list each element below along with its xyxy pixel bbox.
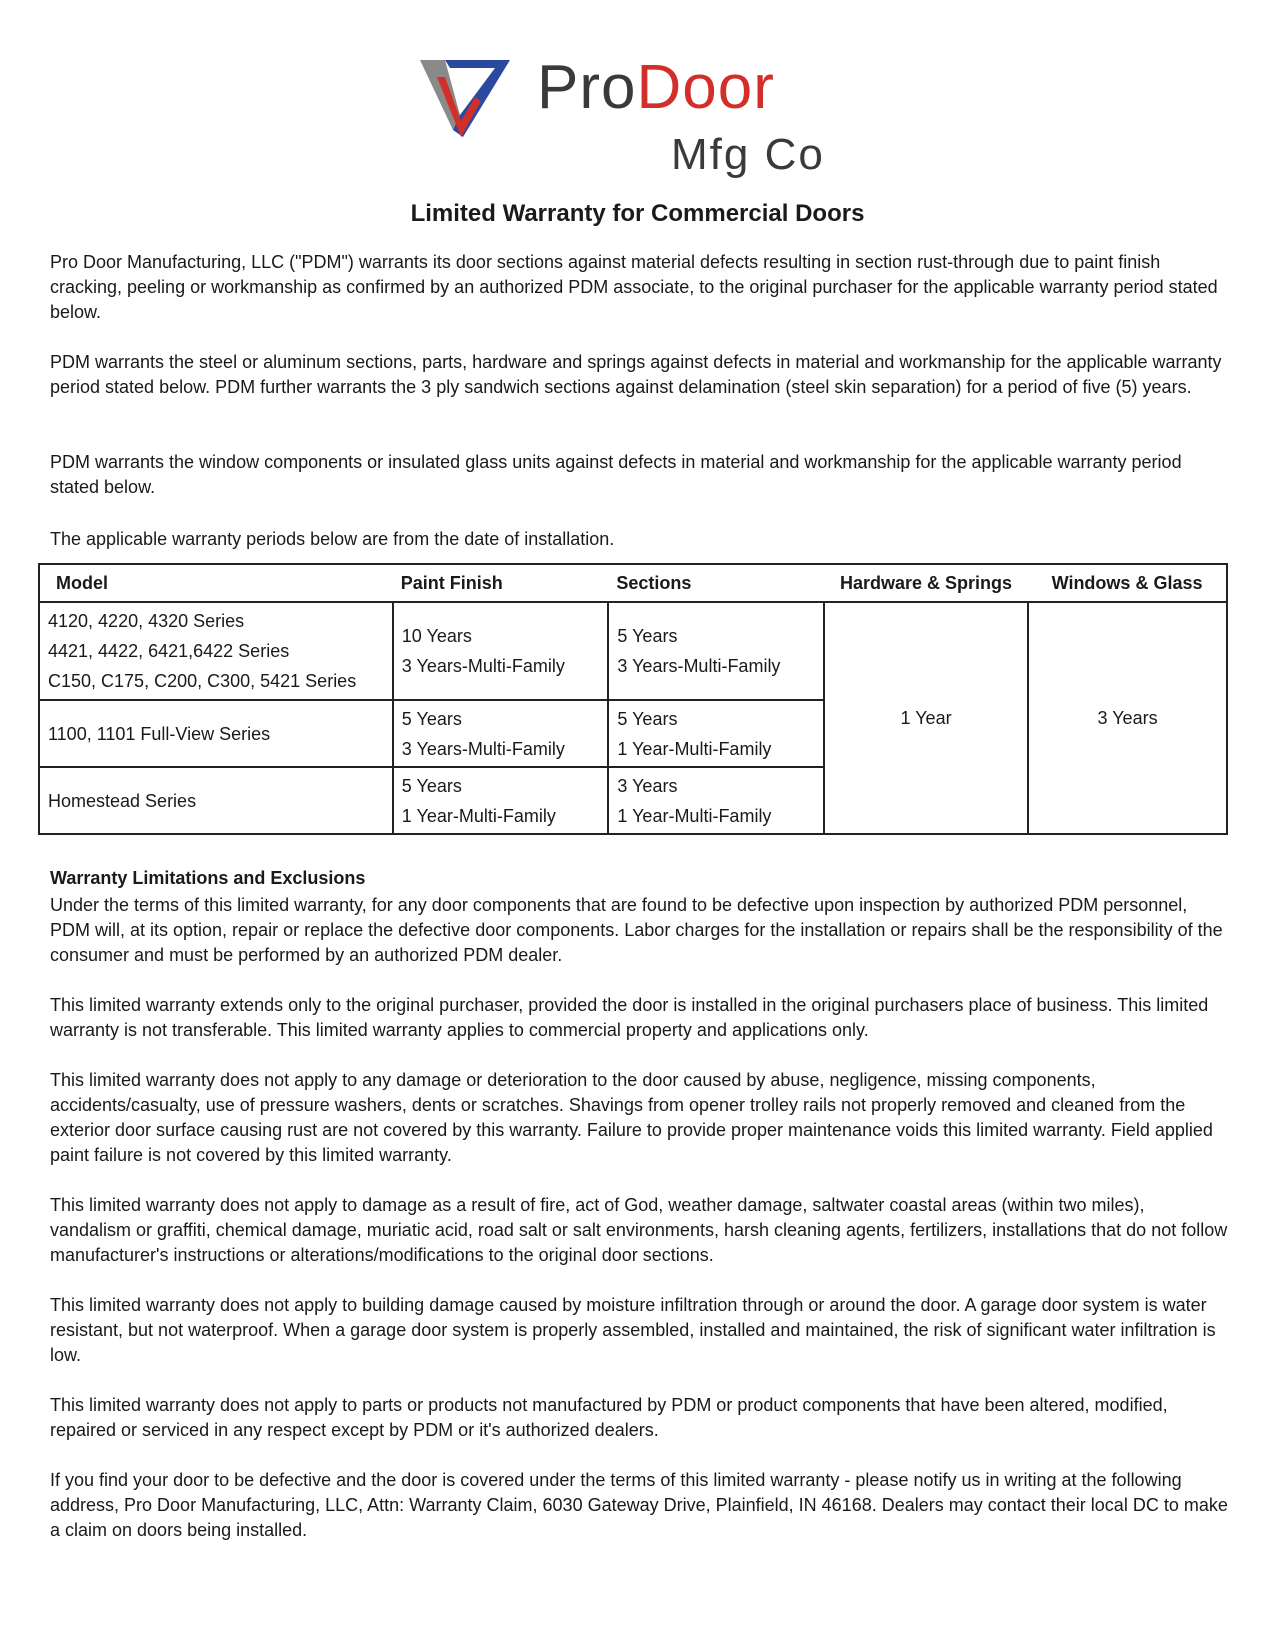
windows-glass-cell: 3 Years (1028, 602, 1227, 834)
document-title: Limited Warranty for Commercial Doors (410, 200, 865, 227)
hardware-springs-cell: 1 Year (824, 602, 1028, 834)
model-cell (39, 602, 393, 700)
intro-paragraph-2: PDM warrants the steel or aluminum sections, parts, hardware and springs against defects in material and workmanship for the applicable warranty period stated below. PDM further warrants the 3 ply sandwich sections against delamination (steel skin separation) for a period of five (5) years. (50, 352, 1222, 397)
sections-cell (608, 700, 824, 767)
paint-finish-line: 10 Years (401, 626, 472, 646)
header-windows-glass: Windows & Glass (1028, 564, 1227, 602)
header-model: Model (39, 564, 393, 602)
brand-door: Door (636, 53, 775, 122)
limitations-paragraph-4: This limited warranty does not apply to damage as a result of fire, act of God, weather damage, saltwater coastal areas (within two miles), vandalism or graffiti, chemical damage, muriatic acid, road salt or salt environments, harsh cleaning agents, fertilizers, installations that do not follow manufacturer's instructions or alterations/modifications to the original door sections. (50, 1195, 1228, 1265)
paint-finish-line: 5 Years (401, 775, 462, 796)
logo-triangle-icon (415, 55, 535, 145)
intro-paragraph-1: Pro Door Manufacturing, LLC ("PDM") warrants its door sections against material defects resulting in section rust-through due to paint finish cracking, peeling or workmanship as confirmed by an authorized PDM associate, to the original purchaser for the applicable warranty period stated below. (50, 252, 1218, 322)
model-line: 4120, 4220, 4320 Series (48, 611, 245, 631)
model-line: Homestead Series (48, 790, 197, 811)
limitations-paragraph-1: Under the terms of this limited warranty, for any door components that are found to be defective upon inspection by authorized PDM personnel, PDM will, at its option, repair or replace the defective door components. Labor charges for the installation or repairs shall be the responsibility of the consumer and must be performed by an authorized PDM dealer. (50, 895, 1223, 965)
paint-finish-line: 3 Years-Multi-Family (401, 656, 565, 676)
paint-finish-line: 3 Years-Multi-Family (401, 738, 565, 759)
header-sections: Sections (608, 564, 824, 602)
table-row (39, 602, 1227, 700)
model-line: 4421, 4422, 6421,6422 Series (48, 641, 290, 661)
paint-finish-cell (393, 602, 609, 700)
intro-paragraph-4: The applicable warranty periods below are from the date of installation. (50, 529, 615, 549)
limitations-paragraph-5: This limited warranty does not apply to building damage caused by moisture infiltration through or around the door. A garage door system is water resistant, but not waterproof. When a garage door system is properly assembled, installed and maintained, the risk of significant water infiltration is low. (50, 1295, 1216, 1365)
sections-cell (608, 767, 824, 834)
limitations-paragraph-7: If you find your door to be defective and the door is covered under the terms of this limited warranty - please notify us in writing at the following address, Pro Door Manufacturing, LLC, Attn: Warranty Claim, 6030 Gateway Drive, Plainfield, IN 46168. Dealers may contact their local DC to make a claim on doors being installed. (50, 1470, 1228, 1540)
paint-finish-line: 1 Year-Multi-Family (401, 805, 556, 826)
limitations-heading: Warranty Limitations and Exclusions (50, 868, 366, 888)
sections-line: 5 Years (617, 708, 678, 729)
sections-cell (608, 602, 824, 700)
limitations-paragraph-6: This limited warranty does not apply to parts or products not manufactured by PDM or product components that have been altered, modified, repaired or serviced in any respect except by PDM or it's authorized dealers. (50, 1395, 1168, 1440)
limitations-paragraph-2: This limited warranty extends only to the original purchaser, provided the door is installed in the original purchasers place of business. This limited warranty is not transferable. This limited warranty applies to commercial property and applications only. (50, 995, 1209, 1040)
header-hardware-springs: Hardware & Springs (824, 564, 1028, 602)
intro-paragraph-3: PDM warrants the window components or insulated glass units against defects in material and workmanship for the applicable warranty period stated below. (50, 452, 1182, 497)
warranty-table (38, 563, 1228, 835)
brand-pro: Pro (537, 53, 637, 122)
table-header-row (39, 564, 1227, 602)
brand-name (537, 53, 775, 122)
sections-line: 1 Year-Multi-Family (617, 805, 772, 826)
sections-line: 3 Years-Multi-Family (617, 656, 781, 676)
model-cell (39, 767, 393, 834)
sections-line: 5 Years (617, 626, 678, 646)
model-line: 1100, 1101 Full-View Series (48, 723, 271, 744)
model-cell (39, 700, 393, 767)
company-logo (415, 55, 855, 180)
limitations-paragraph-3: This limited warranty does not apply to any damage or deterioration to the door caused by abuse, negligence, missing components, accidents/casualty, use of pressure washers, dents or scratches. Shavings from opener trolley rails not properly removed and cleaned from the exterior door surface causing rust are not covered by this warranty. Failure to provide proper maintenance voids this limited warranty. Field applied paint failure is not covered by this limited warranty. (50, 1070, 1213, 1165)
model-line: C150, C175, C200, C300, 5421 Series (48, 671, 357, 691)
sections-line: 1 Year-Multi-Family (617, 738, 772, 759)
paint-finish-line: 5 Years (401, 708, 462, 729)
paint-finish-cell (393, 700, 609, 767)
paint-finish-cell (393, 767, 609, 834)
header-paint-finish: Paint Finish (393, 564, 609, 602)
brand-subtitle: Mfg Co (671, 130, 825, 179)
sections-line: 3 Years (617, 775, 678, 796)
